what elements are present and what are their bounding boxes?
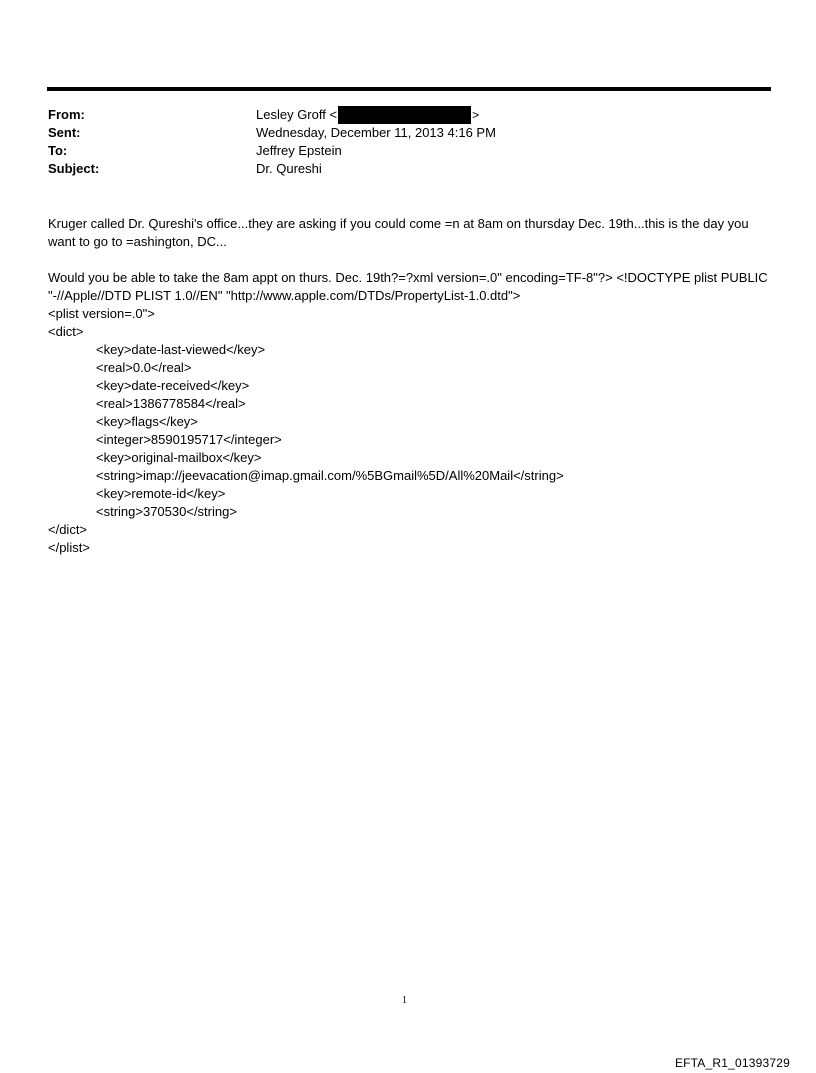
plist-line: <key>remote-id</key> (96, 486, 226, 501)
paragraph-spacer (48, 251, 778, 269)
to-row (48, 142, 768, 160)
subject-row (48, 160, 768, 178)
document-id: EFTA_R1_01393729 (674, 1056, 790, 1070)
to-value: Jeffrey Epstein (256, 143, 342, 158)
dict-open-tag: <dict> (48, 324, 84, 339)
plist-line: <real>1386778584</real> (96, 396, 246, 411)
plist-line: <string>370530</string> (96, 504, 237, 519)
plist-line: <key>original-mailbox</key> (96, 450, 262, 465)
dict-close-tag: </dict> (48, 522, 88, 537)
plist-open-tag: <plist version=.0"> (48, 306, 155, 321)
from-value (256, 106, 479, 124)
page-number: 1 (402, 995, 407, 1006)
sent-row (48, 124, 768, 142)
body-paragraph-1: Kruger called Dr. Qureshi's office...they are asking if you could come =n at 8am on thursday Dec. 19th...this is the day you want to go to =ashington, DC... (48, 216, 753, 249)
sent-value: Wednesday, December 11, 2013 4:16 PM (256, 125, 496, 140)
from-row (48, 106, 768, 124)
body-paragraph-2: Would you be able to take the 8am appt on thurs. Dec. 19th?=?xml version=.0" encoding=TF-8"?> <!DOCTYPE plist PUBLIC "-//Apple//DTD PLIST 1.0//EN" "http://www.apple.com/DTDs/PropertyList-1.0.dtd"> (48, 270, 772, 303)
plist-line: <string>imap://jeevacation@imap.gmail.com/%5BGmail%5D/All%20Mail</string> (96, 468, 564, 483)
to-label: To: (48, 143, 68, 158)
redaction-box (338, 106, 471, 124)
subject-label: Subject: (48, 161, 100, 176)
plist-line: <key>flags</key> (96, 414, 198, 429)
sent-label: Sent: (48, 125, 81, 140)
sender-name: Lesley Groff < (256, 107, 338, 122)
subject-value: Dr. Qureshi (256, 161, 322, 176)
plist-line: <real>0.0</real> (96, 360, 192, 375)
header-divider (47, 87, 771, 91)
email-header (48, 106, 768, 178)
plist-line: <key>date-last-viewed</key> (96, 342, 266, 357)
sender-email-close: > (472, 108, 480, 122)
email-body (48, 215, 778, 557)
plist-line: <integer>8590195717</integer> (96, 432, 282, 447)
plist-close-tag: </plist> (48, 540, 90, 555)
from-label: From: (48, 107, 85, 122)
plist-line: <key>date-received</key> (96, 378, 250, 393)
